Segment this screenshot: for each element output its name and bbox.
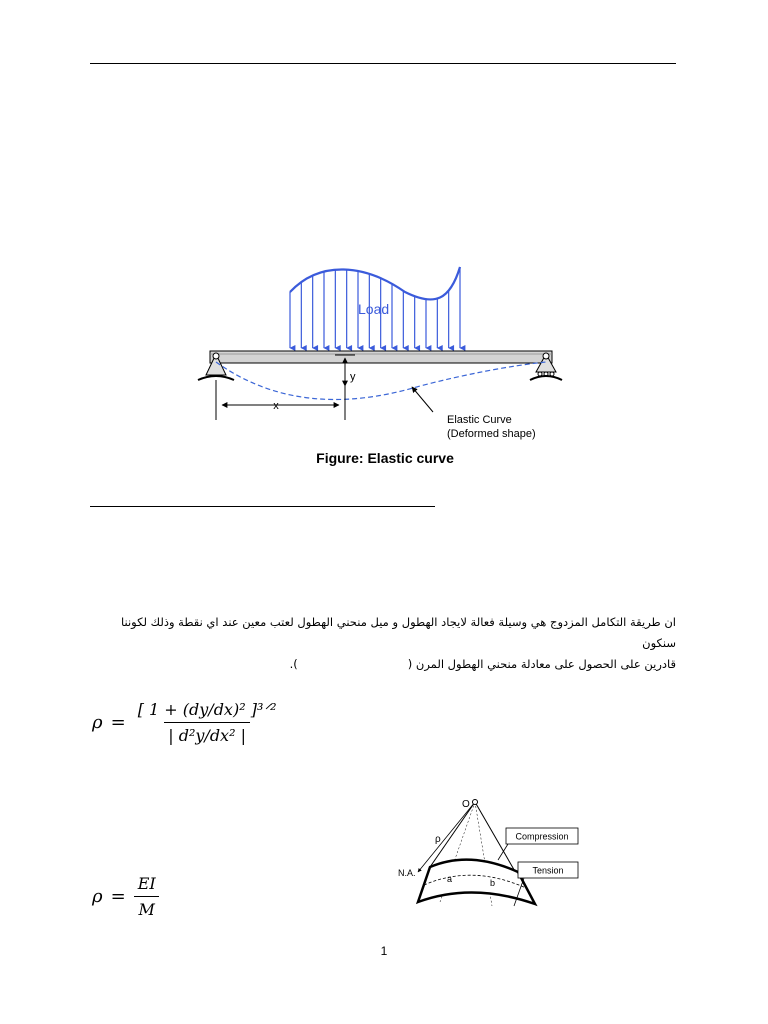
point-a-label: a	[447, 874, 453, 884]
flexure-numerator: EI	[137, 874, 156, 893]
flexure-fraction	[134, 874, 160, 919]
elastic-curve-figure	[190, 262, 580, 477]
flexure-denominator: M	[134, 896, 158, 919]
bending-section-figure	[390, 792, 600, 927]
elastic-curve-sublabel: (Deformed shape)	[447, 428, 536, 440]
figure-caption: Figure: Elastic curve	[316, 450, 454, 466]
load-distribution-curve	[290, 267, 460, 300]
intro-paragraph	[88, 612, 676, 675]
page-number: 1	[380, 944, 388, 958]
compression-label: Compression	[515, 831, 569, 842]
tension-label: Tension	[532, 865, 564, 876]
point-b-label: b	[490, 878, 496, 888]
curvature-fraction	[134, 700, 281, 745]
rho-symbol: ρ	[92, 712, 103, 733]
curvature-equation	[92, 700, 281, 745]
deflection-label: y	[350, 371, 356, 383]
paragraph-line-1: ان طريقة التكامل المزدوج هي وسيلة فعالة لايجاد الهطول و ميل منحني الهطول لعتب معين عند اي نقطة وذلك لكوننا سنكون	[121, 615, 676, 650]
radius-label: ρ	[435, 834, 441, 845]
elastic-curve-callout	[412, 387, 433, 412]
paragraph-line-2	[88, 654, 676, 675]
load-label: Load	[358, 301, 390, 317]
deflection-marker	[335, 355, 355, 420]
flexure-equation	[92, 874, 160, 919]
equals-sign: =	[110, 712, 126, 733]
curvature-numerator: [ 1 + (dy/dx)² ]³ᐟ²	[137, 700, 277, 719]
elastic-curve	[216, 362, 546, 400]
paragraph-line-2-text: قادرين على الحصول على معادلة منحني الهطول المرن (	[407, 657, 676, 671]
section-rule	[90, 506, 435, 507]
paragraph-line-2-close: ).	[289, 657, 298, 671]
curvature-denominator: | d²y/dx² |	[164, 722, 250, 745]
x-label: x	[273, 400, 279, 412]
rho-symbol: ρ	[92, 886, 103, 907]
equals-sign: =	[110, 886, 126, 907]
elastic-curve-label: Elastic Curve	[447, 414, 512, 426]
origin-label: O	[462, 799, 470, 810]
beam	[210, 351, 552, 363]
neutral-axis-label: N.A.	[398, 868, 416, 878]
header-rule	[90, 63, 676, 64]
